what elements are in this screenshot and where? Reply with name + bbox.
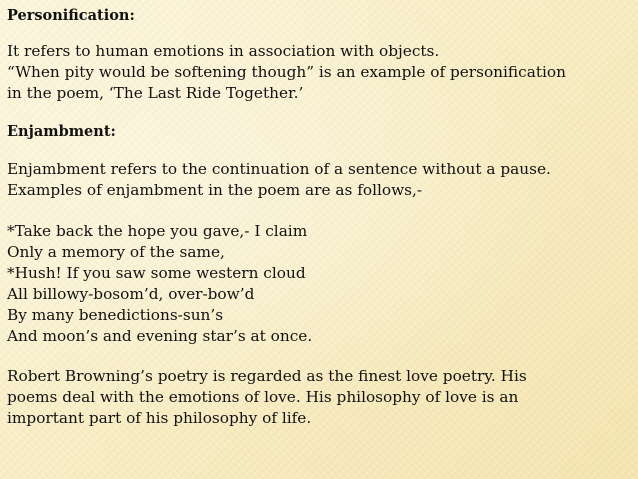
conclusion-line-2: poems deal with the emotions of love. His philosophy of love is an [7,388,519,406]
personification-heading: Personification: [7,7,135,24]
poem-example-line-1: *Take back the hope you gave,- I claim [7,222,308,240]
slide-content [7,6,635,429]
personification-line-1: It refers to human emotions in association with objects. [7,42,440,60]
poem-example-line-6: And moon’s and evening star’s at once. [7,327,313,345]
conclusion-line-3: important part of his philosophy of life. [7,409,312,427]
poem-example-line-4: All billowy-bosom’d, over-bow’d [7,285,255,303]
poem-example-line-5: By many benedictions-sun’s [7,306,224,324]
poem-example-line-3: *Hush! If you saw some western cloud [7,264,306,282]
conclusion-line-1: Robert Browning’s poetry is regarded as the finest love poetry. His [7,367,527,385]
enjambment-line-2: Examples of enjambment in the poem are as follows,- [7,181,423,199]
poem-example-line-2: Only a memory of the same, [7,243,225,261]
personification-line-2: “When pity would be softening though” is an example of personification [7,63,566,81]
enjambment-line-1: Enjambment refers to the continuation of a sentence without a pause. [7,160,551,178]
personification-line-3: in the poem, ‘The Last Ride Together.’ [7,84,304,102]
enjambment-heading: Enjambment: [7,123,116,140]
